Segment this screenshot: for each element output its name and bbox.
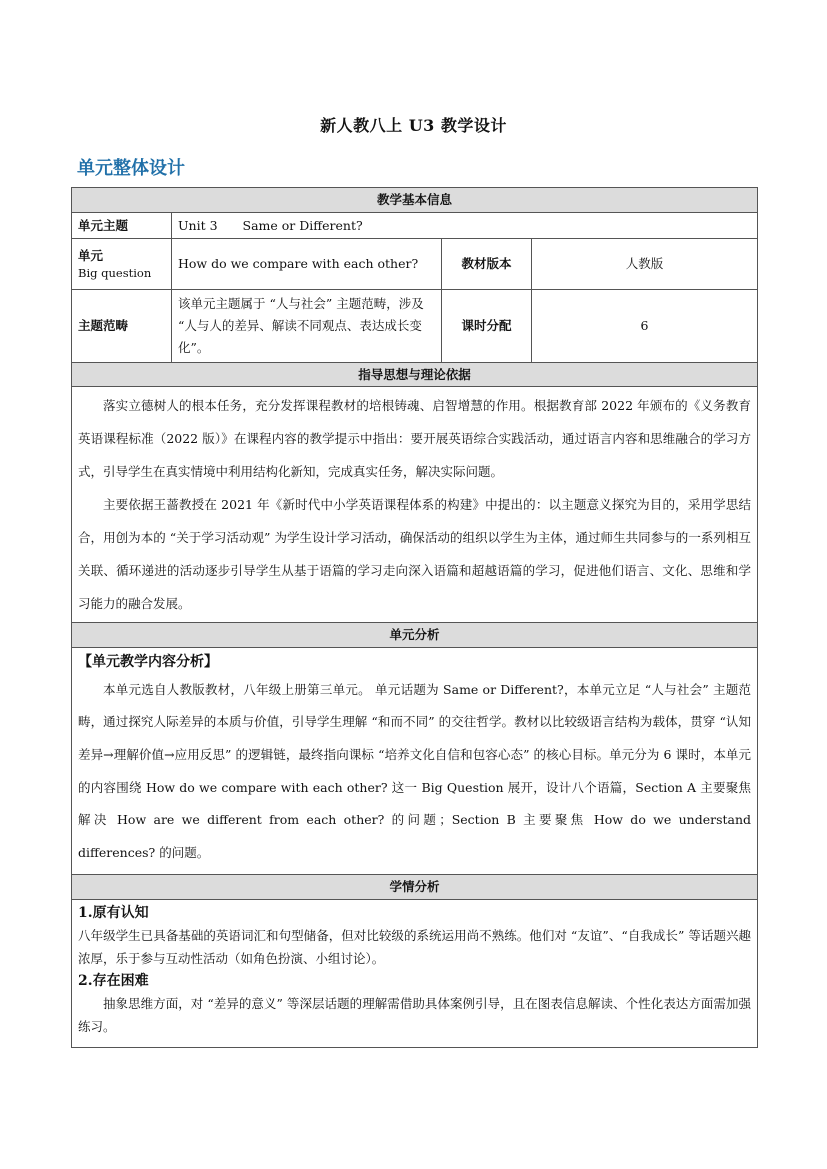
band-row-learner-analysis — [72, 875, 758, 900]
scope-label: 主题范畴 — [72, 290, 172, 363]
row-learner-analysis-content — [72, 900, 758, 1048]
prior-knowledge-heading: 1.原有认知 — [78, 905, 149, 921]
scope-value: 该单元主题属于 “人与社会” 主题范畴，涉及 “人与人的差异、解读不同观点、表达成长变化”。 — [172, 290, 442, 363]
row-big-question — [72, 239, 758, 290]
edition-value: 人教版 — [532, 239, 758, 290]
band-row-guidance — [72, 363, 758, 387]
prior-knowledge-text: 八年级学生已具备基础的英语词汇和句型储备，但对比较级的系统运用尚不熟练。他们对 “友谊”、“自我成长” 等话题兴趣浓厚，乐于参与互动性活动（如角色扮演、小组讨论）。 — [78, 928, 752, 966]
bigq-label: 单元 — [78, 248, 104, 263]
unit-analysis-paragraph: 本单元选自人教版教材，八年级上册第三单元。 单元话题为 Same or Different?，本单元立足 “人与社会” 主题范畴，通过探究人际差异的本质与价值，引导学生理解 “和而不同” 的交往哲学。教材以比较级语言结构为载体，贯穿 “认知差异→理解价值→应用反思” 的逻辑链，最终指向课标 “培养文化自信和包容心态” 的核心目标。单元分为 6 课时，本单元的内容围绕 How do we compare with each other? 这一 Big Question 展开，设计八个语篇，Section A 主要聚焦解决 How are we different from each other? 的问题；Section B 主要聚焦 How do we understand differences? 的问题。 — [78, 681, 752, 861]
row-unit-theme — [72, 213, 758, 239]
unit-analysis-content — [72, 648, 758, 875]
lesson-design-table — [71, 187, 758, 1048]
theme-value: Unit 3 Same or Different? — [172, 213, 758, 239]
band-row-basic-info — [72, 188, 758, 213]
difficulties-heading: 2.存在困难 — [78, 973, 149, 989]
band-guidance: 指导思想与理论依据 — [72, 363, 758, 387]
difficulties-text: 抽象思维方面，对 “差异的意义” 等深层话题的理解需借助具体案例引导，且在图表信息解读、个性化表达方面需加强练习。 — [78, 996, 752, 1034]
band-row-unit-analysis — [72, 623, 758, 648]
row-theme-scope — [72, 290, 758, 363]
band-learner-analysis: 学情分析 — [72, 875, 758, 900]
row-guidance-content — [72, 387, 758, 623]
band-basic-info: 教学基本信息 — [72, 188, 758, 213]
hours-label: 课时分配 — [442, 290, 532, 363]
section-heading: 单元整体设计 — [77, 158, 185, 179]
edition-label: 教材版本 — [442, 239, 532, 290]
bigq-value: How do we compare with each other? — [172, 239, 442, 290]
learner-analysis-content — [72, 900, 758, 1048]
bigq-label-cell — [72, 239, 172, 290]
guidance-paragraph-1: 落实立德树人的根本任务，充分发挥课程教材的培根铸魂、启智增慧的作用。根据教育部 2022 年颁布的《义务教育英语课程标准（2022 版）》在课程内容的教学提示中指出：要开展英语综合实践活动，通过语言内容和思维融合的学习方式，引导学生在真实情境中利用结构化新知，完成真实任务，解决实际问题。 — [78, 398, 752, 479]
unit-analysis-heading: 【单元教学内容分析】 — [78, 654, 218, 670]
row-unit-analysis-content — [72, 648, 758, 875]
guidance-content — [72, 387, 758, 623]
bigq-label-small: Big question — [78, 265, 152, 280]
theme-label: 单元主题 — [72, 213, 172, 239]
band-unit-analysis: 单元分析 — [72, 623, 758, 648]
guidance-paragraph-2: 主要依据王蔷教授在 2021 年《新时代中小学英语课程体系的构建》中提出的：以主题意义探究为目的，采用学思结合，用创为本的 “关于学习活动观” 为学生设计学习活动，确保活动的组织以学生为主体，通过师生共同参与的一系列相互关联、循环递进的活动逐步引导学生从基于语篇的学习走向深入语篇和超越语篇的学习，促进他们语言、文化、思维和学习能力的融合发展。 — [78, 497, 752, 611]
hours-value: 6 — [532, 290, 758, 363]
document-title: 新人教八上 U3 教学设计 — [320, 116, 507, 135]
